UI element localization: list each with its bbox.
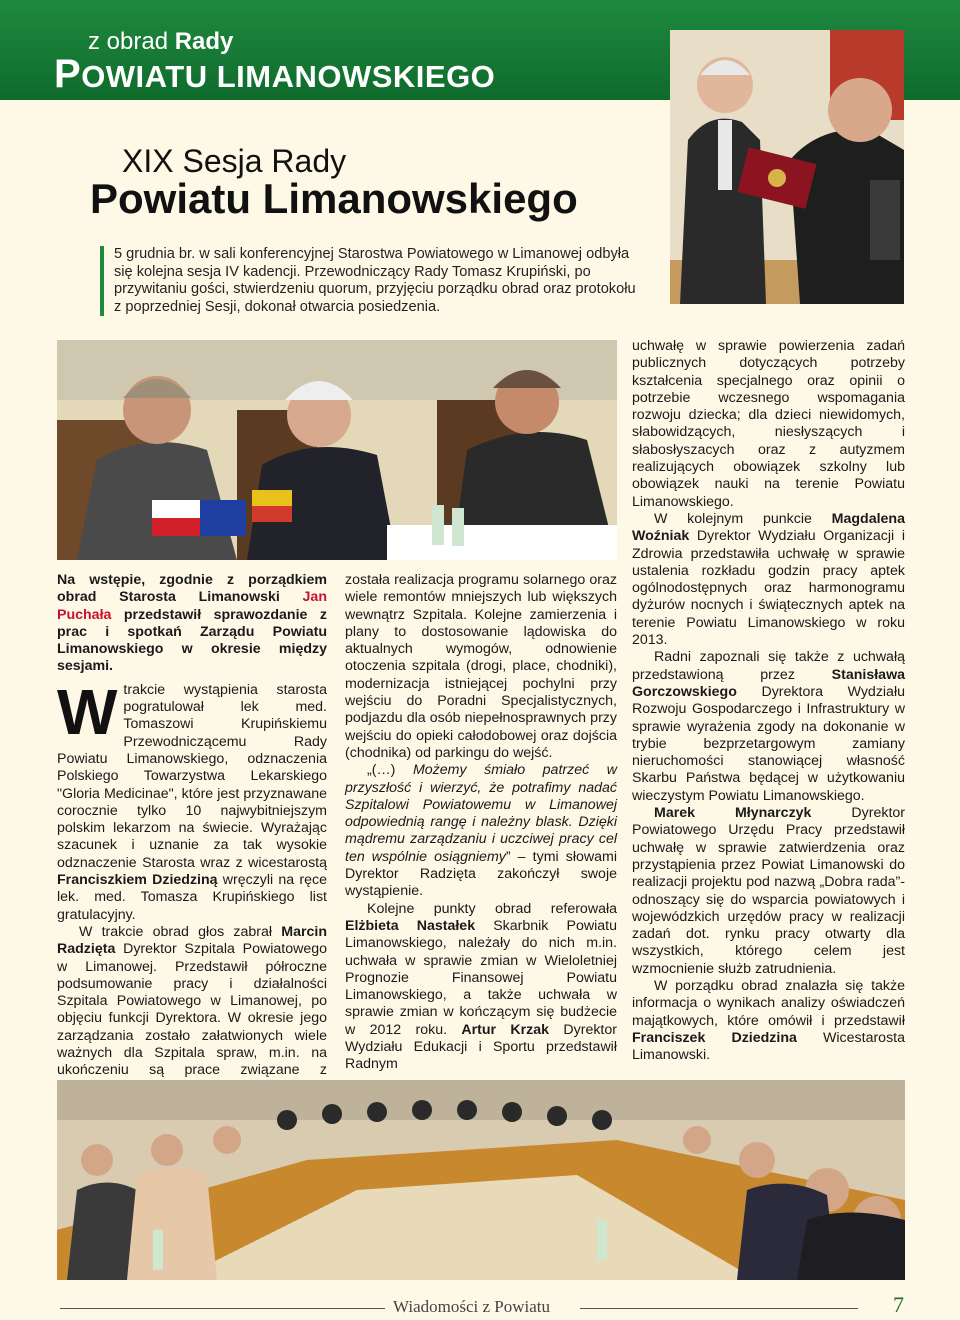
- quote-paragraph: „(…) Możemy śmiało patrzeć w przyszłość i wierzyć, że potrafimy nadać Szpitalowi Powiatowemu w Limanowej odpowiednią rangę i należny blask. Dzięki mądremu zarządzaniu i uczciwej pracy cel ten wspólnie osiągniemy” – tymi słowami Dyrektor Radzięta zakończył swoje wystąpienie.: [345, 762, 617, 900]
- page-number: 7: [893, 1292, 904, 1317]
- paragraph: Wtrakcie wystąpienia starosta pogratulował lek med. Tomaszowi Krupińskiemu Przewodniczącemu Rady Powiatu Limanowskiego, odznaczenia Polskiego Towarzystwa Lekarskiego "Gloria Medicinae", które jest przyznawane corocznie tylko 10 najwybitniejszym polskim lekarzom na świecie. Wyrażając szacunek i uznanie za tak wysokie odznaczenie Starosta wraz z wicestarostą Franciszkiem Dziedziną wręczyli na ręce lek. med. Tomasza Krupińskiego list gratulacyjny.: [57, 675, 327, 923]
- photo-presidium: [57, 340, 617, 560]
- photo-council-session-room: [57, 1080, 905, 1280]
- article-title-line1: XIX Sesja Rady: [122, 143, 347, 179]
- article-lead: 5 grudnia br. w sali konferencyjnej Starostwa Powiatowego w Limanowej odbyła się kolejna sesja IV kadencji. Przewodniczący Rady Tomasz Krupiński, po przywitaniu gości, stwierdzeniu quorum, przyjęciu porządku obrad oraz protokołu z poprzedniej Sesji, dokonał otwarcia posiedzenia.: [100, 246, 644, 316]
- paragraph: Radni zapoznali się także z uchwałą przedstawioną przez Stanisława Gorczowskiego Dyrektora Wydziału Rozwoju Gospodarczego i Infrastruktury w sprawie wyrażenia zgody na dokonanie w trybie bezprzetargowym zamiany nieruchomości stanowiącej własność Skarbu Państwa będącej w użytkowaniu wieczystym Powiatu Limanowskiego.: [632, 649, 905, 804]
- paragraph: uchwałę w sprawie powierzenia zadań publicznych dotyczących potrzeby kształcenia specjalnego oraz opinii o potrzebie wczesnego wspomagania rozwoju dziecka; dla dzieci niewidomych, słabowidzących, niesłyszących i słabosłyszacych oraz z autyzmem realizujących obowiązek szkolny lub obowiązek nauki na terenie Powiatu Limanowskiego.: [632, 338, 905, 510]
- footer-magazine-name: Wiadomości z Powiatu: [393, 1297, 551, 1316]
- drop-cap: W: [57, 675, 118, 748]
- footer-rule-left: [60, 1308, 385, 1309]
- paragraph: została realizacja programu solarnego oraz wiele remontów mniejszych lub większych wewnątrz Szpitala. Kolejne zamierzenia i plany to dostosowanie lądowiska do aktualnych wymogów, odnowienie otoczenia szpitala (drogi, place, chodniki), modernizacja istniejącej pochylni przy wejściu do Poradni Specjalistycznych, podjazdu dla osób niepełnosprawnych przy wejściu do opieki całodobowej oraz dojścia (chodnika) od parkingu do wejść.: [345, 572, 617, 761]
- paragraph: W kolejnym punkcie Magdalena Woźniak Dyrektor Wydziału Organizacji i Zdrowia przedstawiła uchwałę w sprawie ustalenia rozkładu godzin pracy aptek ogólnodostępnych oraz harmonogramu dyżurów nocnych i świątecznych aptek na terenie Powiatu Limanowskiego w roku 2013.: [632, 510, 905, 649]
- article-title-line2: Powiatu Limanowskiego: [90, 175, 578, 222]
- section-subtitle: z obrad Rady: [88, 28, 234, 55]
- paragraph: Marek Młynarczyk Dyrektor Powiatowego Urzędu Pracy przedstawił uchwałę w sprawie zatwierdzenia oraz przystąpienia przez Powiat Limanowski do realizacji projektu pod nazwą „Dobra rada”- odnoszący się do wsparcia powiatowych i wojewódzkich urzędów pracy w realizacji zadań dot. rynku pracy otwarty dla wszystkich, którego celem jest wzmocnienie służb zatrudnienia.: [632, 805, 905, 977]
- name-jan-puchala: Jan Puchała: [57, 589, 327, 623]
- footer-rule-right: [580, 1308, 858, 1309]
- paragraph: W porządku obrad znalazła się także informacja o wynikach analizy oświadczeń majątkowych, które omówił i przedstawił Franciszek Dziedzina Wicestarosta Limanowski.: [632, 977, 905, 1064]
- article-column-3: [632, 338, 905, 1064]
- paragraph: W trakcie obrad głos zabrał Marcin Radzięta Dyrektor Szpitala Powiatowego w Limanowej. Przedstawił półroczne podsumowanie pracy i działalności Szpitala Powiatowego w Limanowej, po objęciu funkcji Dyrektora. W okresie jego zarządzania zostało załatwionych wiele ważnych dla Szpitala spraw, m.in. na ukończeniu są prace związane z: [57, 923, 327, 1079]
- article-column-1: [57, 572, 327, 1097]
- section-title: POWIATU LIMANOWSKIEGO: [54, 52, 496, 96]
- article-column-2: [345, 572, 617, 1074]
- photo-award-handover: [670, 30, 904, 304]
- paragraph: Kolejne punkty obrad referowała Elżbieta Nastałek Skarbnik Powiatu Limanowskiego, należały do nich m.in. uchwała w sprawie zmian w Wieloletniej Prognozie Finansowej Powiatu Limanowskiego, a także uchwała w sprawie zmian w kończącym się budżecie w 2012 roku. Artur Krzak Dyrektor Wydziału Edukacji i Sportu przedstawił Radnym: [345, 900, 617, 1073]
- intro-paragraph: Na wstępie, zgodnie z porządkiem obrad Starosta Limanowski Jan Puchała przedstawił sprawozdanie z prac i spotkań Zarządu Powiatu Limanowskiego w okresie między sesjami.: [57, 572, 327, 675]
